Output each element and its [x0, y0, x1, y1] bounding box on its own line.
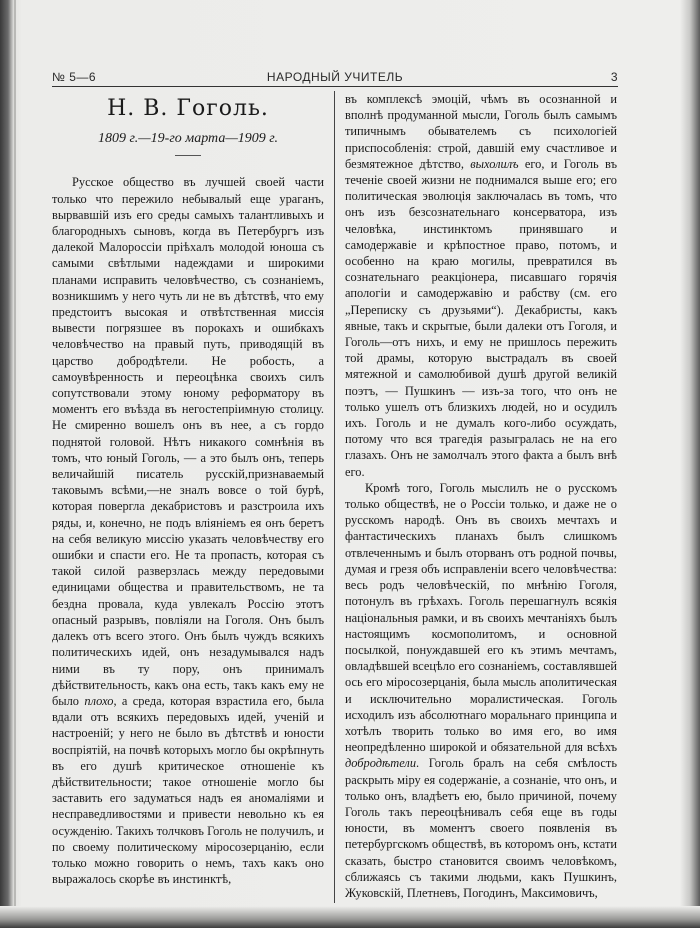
paragraph-text: , а среда, которая взрастила его, была вдали отъ всякихъ передовыхъ идей, ученій и настроеній; у него не было въ дѣтствѣ и юности воспріятій, на почвѣ которыхъ могло бы окрѣпнуть въ его душѣ критическое отношеніе къ дѣйствительности; такое отношеніе могло бы заставить его задуматься надъ ея аномаліями и несправедливостями и привести невольно къ ея осужденію. Такихъ толчковъ Гоголь не получилъ, и по своему политическому міросозерцанію, если только можно говорить о немъ, тахъ какъ оно выражалось скорѣе въ инстинктѣ, — [52, 693, 324, 887]
issue-number: № 5—6 — [52, 70, 97, 84]
journal-title: НАРОДНЫЙ УЧИТЕЛЬ — [266, 70, 404, 84]
title-rule — [175, 155, 201, 156]
article-title: Н. В. Гоголь. — [107, 96, 269, 121]
paragraph-text: въ комплексѣ эмоцій, чѣмъ въ осознанной и вполнѣ продуманной мысли, Гоголь былъ самымъ типичнымъ обывателемъ съ психологіей приспособленія: строй, давшій ему счастливое и безмятежное дѣтство, — [345, 92, 617, 171]
left-column — [52, 91, 334, 903]
page-content — [52, 68, 618, 904]
page-fold — [14, 0, 16, 928]
article-dates: 1809 г.—19-го марта—1909 г. — [97, 131, 279, 147]
right-column — [335, 91, 617, 903]
two-column-body — [52, 91, 618, 903]
running-head — [52, 68, 618, 87]
paragraph — [345, 480, 617, 901]
paragraph-text: Русское общество въ лучшей своей части только что пережило небывалый еще ураганъ, вырвавшій изъ его среды самыхъ талантливыхъ и благородныхъ сыновъ, когда въ Петербургъ изъ далекой Малороссіи пріѣхалъ молодой юноша съ самыми свѣтлыми надеждами и широкими планами исправить человѣчество, съ сознаніемъ, возникшимъ у него чуть ли не въ дѣтствѣ, что ему предстоитъ высокая и отвѣтственная миссія вывести погрязшее въ порокахъ и ошибкахъ человѣчество на правый путь, приводящій въ царство добродѣтели. Не робость, а самоувѣренность и переоцѣнка своихъ силъ сопутствовали этому юному реформатору въ моментъ его въѣзда въ негостепріимную столицу. Не смиренно вошелъ онъ въ нее, а съ гордо поднятой головой. Нѣтъ никакого сомнѣнія въ томъ, что юный Гоголь, — а это былъ онъ, теперь величайшій писатель русскій,признаваемый таковымъ всѣми,—не зналъ вовсе о той бурѣ, которая повергла декабристовъ и разстроила ихъ ряды, и, конечно, не подъ вліяніемъ ея онъ беретъ на себя великую миссію указать человѣчеству его ошибки и спасти его. Не та пропасть, которая съ такой силой разверзлась между передовыми единицами общества и правительствомъ, не та бездна провала, куда увлекалъ Россію этотъ опасный разрывъ, повліяли на Гоголя. Онъ былъ далекъ отъ всего этого. Онъ былъ чуждъ всякихъ политическихъ идей, онъ незадумывался надъ ними въ ту пору, онъ принималъ дѣйствительность, какъ она есть, такъ какъ ему не было — [52, 175, 324, 708]
italic-word: выхолилъ — [470, 156, 519, 171]
paragraph-text: . Гоголь бралъ на себя смѣлость раскрыть міру ея содержаніе, а сознаніе, что онъ, и только онъ, владѣетъ ею, было причиной, почему Гоголь такъ переоцѣнивалъ себя еще въ годы юности, въ моментъ своего появленія въ петербургскомъ обществѣ, въ которомъ онъ, кстати сказать, быстро становится своимъ человѣкомъ, сближаясь съ такими людьми, какъ Пушкинъ, Жуковскій, Плетневъ, Погодинъ, Максимовичъ, — [345, 756, 617, 900]
paragraph — [52, 174, 324, 887]
page-bottom-edge — [0, 906, 700, 928]
italic-word: плохо — [84, 693, 114, 708]
paragraph-text: Кромѣ того, Гоголь мыслилъ не о русскомъ только обществѣ, не о Россіи только, и даже не о русскомъ народѣ. Онъ въ своихъ мечтахъ и фантастическихъ планахъ былъ слишкомъ отвлеченнымъ и былъ оторванъ отъ родной почвы, думая и грезя объ исправленіи всего человѣчества: весь родъ человѣческій, по мнѣнію Гоголя, потонулъ въ грѣхахъ. Гоголь перешагнулъ всякія національныя рамки, и въ своихъ мечтаніяхъ былъ настоящимъ космополитомъ, и основной посылкой, понуждавшей его къ этимъ мечтамъ, овладѣвшей всецѣло его сознаніемъ, составлявшей ось его міросозерцанія, была мысль аполитическая и исключительно моралистическая. Гоголь исходилъ изъ абсолютнаго моральнаго принципа и хотѣлъ творить только во имя его, во имя неопредѣленно широкой и обязательной для всѣхъ — [345, 480, 617, 755]
italic-word: добродѣтели — [345, 756, 417, 771]
paragraph — [345, 91, 617, 480]
paragraph-text: его, и Гоголь въ теченіе своей жизни не поднимался выше его; его политическая эволюція заключалась въ томъ, что онъ изъ безсознательнаго консерватора, изъ человѣка, инстинктомъ принявшаго и самодержавіе и крѣпостное право, потомъ, и особенно на краю могилы, превратился въ сознательнаго реакціонера, писавшаго горячія апологіи и самодержавію и рабству (см. его „Переписку съ друзьями“). Декабристы, какъ явные, такъ и скрытые, были далеки отъ Гоголя, и Гоголь—отъ нихъ, и ему не пришлось пережить той драмы, которую выстрадалъ въ своей мятежной и самолюбивой душѣ другой великій поэтъ, — Пушкинъ — изъ-за того, что онъ не только ушелъ отъ близкихъ людей, но и осудилъ ихъ. Гоголь и не думалъ кого-либо осуждать, потому что вся трагедія разыгралась не на его глазахъ. Онъ не замолчалъ этого факта а былъ внѣ его. — [345, 156, 617, 479]
page-number: 3 — [610, 70, 618, 84]
